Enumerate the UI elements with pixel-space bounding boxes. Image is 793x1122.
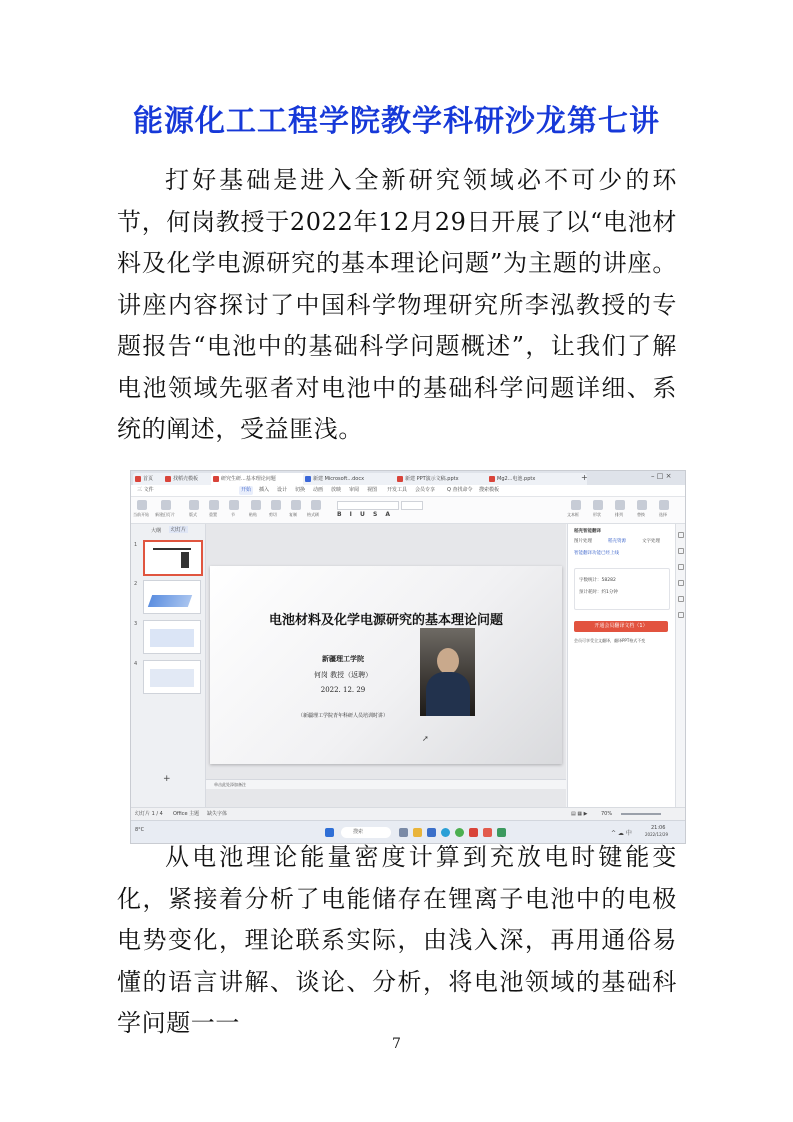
menu-search-template[interactable]: 搜索模板 — [479, 487, 500, 493]
tab-outline[interactable]: 大纲 — [151, 528, 162, 534]
presenter-photo — [420, 628, 475, 716]
menu-design[interactable]: 设计 — [277, 487, 288, 493]
current-slide[interactable] — [210, 566, 562, 764]
browser-tab-bar — [131, 471, 685, 485]
ppt-app-icon[interactable] — [483, 828, 492, 837]
slide-thumbnail-pane — [131, 524, 206, 807]
chrome-icon[interactable] — [455, 828, 464, 837]
tab-label: 研究生研...基本理论问题 — [221, 476, 276, 482]
photo-book-mark — [422, 694, 440, 712]
new-tab-icon[interactable]: + — [581, 473, 588, 482]
slide-school: 新疆理工学院 — [322, 654, 364, 663]
menu-slideshow[interactable]: 放映 — [331, 487, 342, 493]
estimated-time: 预计耗时：约1分钟 — [579, 590, 618, 595]
thumb-graphic — [150, 629, 194, 647]
start-icon[interactable] — [137, 500, 147, 510]
taskbar-search[interactable]: 搜索 — [341, 827, 391, 838]
clock-date: 2022/12/29 — [645, 832, 669, 837]
ribbon-label: 重置 — [209, 512, 217, 517]
mail-icon[interactable] — [427, 828, 436, 837]
menu-insert[interactable]: 插入 — [259, 487, 270, 493]
thumb-title-line — [153, 548, 191, 550]
thumb-photo — [181, 552, 189, 568]
right-task-pane — [567, 524, 676, 807]
theme-name: Office 主题 — [173, 811, 200, 817]
cut-icon[interactable] — [271, 500, 281, 510]
translate-button[interactable]: 开通会员翻译文档（1） — [574, 621, 668, 632]
menu-file[interactable]: 三 文件 — [137, 487, 154, 493]
pane-heading: 稻壳智能翻译 — [574, 529, 601, 534]
file-explorer-icon[interactable] — [413, 828, 422, 837]
ribbon-label: 选择 — [659, 512, 667, 517]
slide-number: 2 — [134, 581, 138, 587]
menu-animation[interactable]: 动画 — [313, 487, 324, 493]
pane-tab-resources[interactable]: 稻壳资源 — [608, 539, 626, 544]
sidebar-tool-icon[interactable] — [678, 612, 684, 618]
ribbon-label: 新建幻灯片 — [155, 512, 175, 517]
menu-view[interactable]: 视图 — [367, 487, 378, 493]
pane-info-line: 智能翻译功能已经上线 — [574, 551, 619, 556]
window-controls-icon[interactable]: – □ × — [651, 472, 672, 480]
sidebar-tool-icon[interactable] — [678, 596, 684, 602]
sidebar-tool-icon[interactable] — [678, 564, 684, 570]
weather-widget[interactable]: 8°C — [135, 827, 145, 833]
notes-field[interactable]: 单击此处添加备注 — [206, 779, 566, 789]
tab-lecture-ppt[interactable] — [211, 473, 311, 485]
shape-icon[interactable] — [593, 500, 603, 510]
thumb-graphic — [150, 669, 194, 687]
slide-number: 1 — [134, 542, 138, 548]
pane-note: 会员可享受全文翻译，翻译PPT格式不变 — [574, 638, 646, 643]
slide-thumbnail-4[interactable] — [143, 660, 201, 694]
ribbon-label: 当前开始 — [133, 512, 149, 517]
app-icon — [165, 476, 171, 482]
sidebar-tool-icon[interactable] — [678, 548, 684, 554]
ribbon-label: 版式 — [189, 512, 197, 517]
slide-number: 4 — [134, 661, 138, 667]
font-controls[interactable] — [337, 501, 457, 519]
missing-font-note[interactable]: 缺失字体 — [207, 811, 228, 817]
thumb-graphic — [148, 595, 192, 607]
page-number: 7 — [392, 1036, 401, 1052]
tab-new-ppt[interactable] — [395, 473, 495, 485]
menu-transition[interactable]: 切换 — [295, 487, 306, 493]
document-title: 能源化工工程学院教学科研沙龙第七讲 — [133, 104, 660, 139]
system-tray-icons[interactable]: ^ ☁ 中 — [611, 830, 632, 837]
ribbon-label: 节 — [231, 512, 235, 517]
tab-slides[interactable]: 幻灯片 — [171, 527, 187, 533]
ppt-icon — [489, 476, 495, 482]
tab-label: Mg2...电池.pptx — [497, 476, 536, 482]
ribbon-label: 替换 — [637, 512, 645, 517]
slide-footer: （新疆理工学院青年科研人员培训时讲） — [297, 713, 388, 719]
zoom-level[interactable]: 70% — [601, 811, 613, 817]
tab-label: 首页 — [143, 476, 154, 482]
ribbon-label: 排列 — [615, 512, 623, 517]
new-slide-icon[interactable] — [161, 500, 171, 510]
ribbon-label: 文本框 — [567, 512, 579, 517]
slide-presenter: 何岗 教授（返聘） — [313, 671, 373, 679]
ribbon-toolbar — [131, 497, 685, 524]
word-count: 字数统计：58282 — [579, 578, 616, 583]
slide-thumbnail-2[interactable] — [143, 580, 201, 614]
photo-head — [437, 648, 459, 674]
menu-home[interactable]: 开始 — [241, 487, 252, 493]
slide-thumbnail-3[interactable] — [143, 620, 201, 654]
tab-label: 新建 Microsoft...docx — [313, 476, 365, 482]
ppt-icon — [397, 476, 403, 482]
add-slide-icon[interactable]: + — [163, 774, 171, 784]
pane-info-card — [574, 568, 670, 610]
mouse-cursor-icon: ➚ — [422, 734, 429, 743]
textbox-icon[interactable] — [571, 500, 581, 510]
menu-member[interactable]: 会员专享 — [415, 487, 436, 493]
menu-search-command[interactable]: Q 查找命令 — [447, 487, 473, 493]
slide-canvas — [206, 524, 566, 807]
font-size-select[interactable] — [401, 501, 423, 510]
ppt-icon — [213, 476, 219, 482]
ribbon-label: 形状 — [593, 512, 601, 517]
arrange-icon[interactable] — [615, 500, 625, 510]
app-icon — [135, 476, 141, 482]
pane-tab-image[interactable]: 图片处理 — [574, 539, 592, 544]
paste-icon[interactable] — [251, 500, 261, 510]
menu-bar — [131, 485, 685, 497]
ribbon-label: 粘贴 — [249, 512, 257, 517]
right-sidebar — [675, 524, 686, 807]
lecture-screenshot — [130, 470, 686, 844]
pane-tab-text[interactable]: 文字处理 — [642, 539, 660, 544]
layout-icon[interactable] — [189, 500, 199, 510]
status-bar — [131, 807, 685, 820]
tab-label: 找稻壳模板 — [173, 476, 199, 482]
view-mode-icons[interactable]: ▤ ▦ ▶ — [571, 811, 588, 817]
menu-developer[interactable]: 开发工具 — [387, 487, 408, 493]
tab-label: 新建 PPT演示文稿.pptx — [405, 476, 459, 482]
paragraph-intro: 打好基础是进入全新研究领域必不可少的环节，何岗教授于2022年12月29日开展了以“电池材料及化学电源研究的基本理论问题”为主题的讲座。讲座内容探讨了中国科学物理研究所李泓教授的专题报告“电池中的基础科学问题概述”，让我们了解电池领域先驱者对电池中的基础科学问题详细、系统的阐述，受益匪浅。 — [117, 166, 677, 443]
sidebar-tool-icon[interactable] — [678, 532, 684, 538]
section-icon[interactable] — [229, 500, 239, 510]
copy-icon[interactable] — [291, 500, 301, 510]
edge-icon[interactable] — [441, 828, 450, 837]
slide-counter: 幻灯片 1 / 4 — [135, 811, 163, 817]
slide-number: 3 — [134, 621, 138, 627]
paragraph-analysis: 从电池理论能量密度计算到充放电时键能变化，紧接着分析了电能储存在锂离子电池中的电极电势变化，理论联系实际，由浅入深，再用通俗易懂的语言讲解、谈论、分析，将电池领域的基础科学问题一一 — [117, 843, 677, 1037]
format-painter-icon[interactable] — [311, 500, 321, 510]
tab-mg-ppt[interactable] — [487, 473, 587, 485]
wechat-icon[interactable] — [497, 828, 506, 837]
slide-date: 2022. 12. 29 — [320, 686, 366, 694]
slide-thumbnail-1[interactable] — [143, 540, 203, 576]
start-menu-icon[interactable] — [325, 828, 334, 837]
tab-docx[interactable] — [303, 473, 403, 485]
select-icon[interactable] — [659, 500, 669, 510]
zoom-slider[interactable] — [621, 813, 661, 815]
font-select[interactable] — [337, 501, 399, 510]
clock-time: 21:06 — [651, 825, 666, 831]
wps-icon[interactable] — [469, 828, 478, 837]
ribbon-label: 复制 — [289, 512, 297, 517]
slide-title: 电池材料及化学电源研究的基本理论问题 — [268, 613, 503, 628]
ribbon-label: 格式刷 — [307, 512, 319, 517]
word-icon — [305, 476, 311, 482]
ribbon-label: 剪切 — [269, 512, 277, 517]
text-style-icons[interactable]: B I U S A — [337, 511, 393, 518]
task-view-icon[interactable] — [399, 828, 408, 837]
reset-icon[interactable] — [209, 500, 219, 510]
menu-review[interactable]: 审阅 — [349, 487, 360, 493]
replace-icon[interactable] — [637, 500, 647, 510]
sidebar-tool-icon[interactable] — [678, 580, 684, 586]
